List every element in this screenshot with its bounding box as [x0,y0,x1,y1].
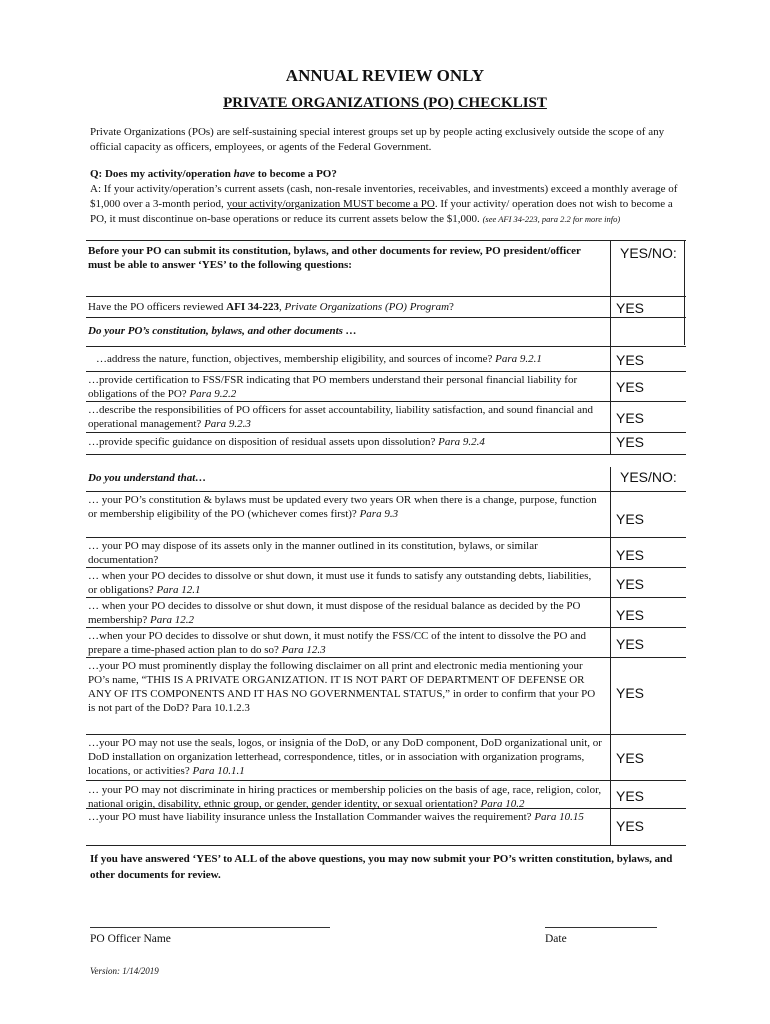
table-row [86,734,686,780]
answer-field[interactable]: YES [616,410,645,426]
table-header [86,240,686,296]
row-question: …your PO may not use the seals, logos, or insignia of the DoD, or any DoD component, DoD organizational unit, or DoD installation on organization letterhead, correspondence, titles, or in association with organization programs, locations, or activities? Para 10.1.1 [88,737,602,777]
answer-field[interactable]: YES [616,434,645,450]
row-question: … your PO may dispose of its assets only in the manner outlined in its constitution, bylaws, or similar documentation? [88,540,538,566]
row-question: …your PO must prominently display the following disclaimer on all print and electronic media mentioning your PO’s name, “THIS IS A PRIVATE ORGANIZATION. IT IS NOT PART OF DEPARTMENT OF DEFENSE OR ANY OF ITS COMPONENTS AND IT HAS NO GOVERNMENTAL STATUS,” in order to confirm that your PO is not part of the DoD? Para 10.1.2.3 [88,660,596,714]
table-row [86,296,686,317]
section-row [86,467,686,491]
table-row [86,657,686,734]
po-officer-name-line[interactable] [90,927,330,928]
row-question: …your PO must have liability insurance unless the Installation Commander waives the requirement? Para 10.15 [88,811,584,823]
table-row [86,597,686,627]
table-row [86,401,686,432]
table-row [86,371,686,401]
table-row [86,627,686,657]
answer-field[interactable]: YES [616,750,645,766]
row-question: …address the nature, function, objectives, membership eligibility, and sources of income? Para 9.2.1 [96,353,542,365]
document-title: ANNUAL REVIEW ONLY [285,66,485,85]
answer-field[interactable]: YES [616,818,645,834]
row-question: …provide specific guidance on disposition of residual assets upon dissolution? Para 9.2.4 [88,436,485,448]
row-question: Have the PO officers reviewed AFI 34-223, Private Organizations (PO) Program? [88,301,454,313]
row-question: … when your PO decides to dissolve or shut down, it must dispose of the residual balance as decided by the PO membership? Para 12.2 [88,600,581,626]
table-header-text: Before your PO can submit its constitution, bylaws, and other documents for review, PO president/officer must be able to answer ‘YES’ to the following questions: [88,245,581,271]
table-row [86,537,686,567]
section-heading: Do your PO’s constitution, bylaws, and other documents … [88,325,357,337]
answer-field[interactable]: YES [616,788,645,804]
version-label: Version: 1/14/2019 [90,966,159,976]
yes-no-column-header: YES/NO: [620,469,677,485]
table-row [86,567,686,597]
document-subtitle: PRIVATE ORGANIZATIONS (PO) CHECKLIST [223,95,547,111]
row-question: … your PO’s constitution & bylaws must be updated every two years OR when there is a change, purpose, function or membership eligibility of the PO (whichever comes first)? Para 9.3 [88,494,597,520]
answer-field[interactable]: YES [616,352,645,368]
row-question: …provide certification to FSS/FSR indicating that PO members understand their personal financial liability for obligations of the PO? Para 9.2.2 [88,374,578,400]
answer-field[interactable]: YES [616,576,645,592]
section-heading: Do you understand that… [88,472,207,484]
row-question: … when your PO decides to dissolve or shut down, it must use it funds to satisfy any outstanding debts, liabilities, or obligations? Para 12.1 [88,570,592,596]
table-row [86,432,686,454]
po-officer-name-label: PO Officer Name [90,933,171,945]
answer-field[interactable]: YES [616,379,645,395]
answer-field[interactable]: YES [616,685,645,701]
date-label: Date [545,933,567,945]
intro-paragraph: Private Organizations (POs) are self-sustaining special interest groups set up by people acting exclusively outside the scope of any official capacity as officers, employees, or agents of the Federal Government. [90,126,665,153]
table-row [86,346,686,371]
answer-field[interactable]: YES [616,300,645,316]
answer-field[interactable]: YES [616,607,645,623]
row-question: …describe the responsibilities of PO officers for asset accountability, liability satisfaction, and sound financial and operational management? Para 9.2.3 [88,404,593,430]
table-row [86,780,686,808]
closing-statement: If you have answered ‘YES’ to ALL of the above questions, you may now submit your PO’s written constitution, bylaws, and other documents for review. [90,853,673,881]
row-question: …when your PO decides to dissolve or shut down, it must notify the FSS/CC of the intent to dissolve the PO and prepare a time-phased action plan to do so? Para 12.3 [88,630,587,656]
answer-field[interactable]: YES [616,636,645,652]
yes-no-column-header: YES/NO: [620,245,677,261]
date-line[interactable] [545,927,657,928]
table-row [86,491,686,537]
table-row [86,808,686,845]
answer-field[interactable]: YES [616,511,645,527]
answer-field[interactable]: YES [616,547,645,563]
row-question: … your PO may not discriminate in hiring practices or membership policies on the basis of age, race, religion, color, national origin, disability, ethnic group, or gender, gender identity, or sexual orientation? Para 10.2 [88,784,602,810]
section-row [86,317,686,346]
qa-paragraph: Q: Does my activity/operation have to become a PO? A: If your activity/operation’s current assets (cash, non-resale inventories, receivables, and investments) exceed a monthly average of $1,000 over a 3-month period, your activity/organization MUST become a PO. If your activity/ operation does not wish to become a PO, it must discontinue on-base operations or reduce its current assets below the $1,000. (see AFI 34-223, para 2.2 for more info) [90,168,678,225]
